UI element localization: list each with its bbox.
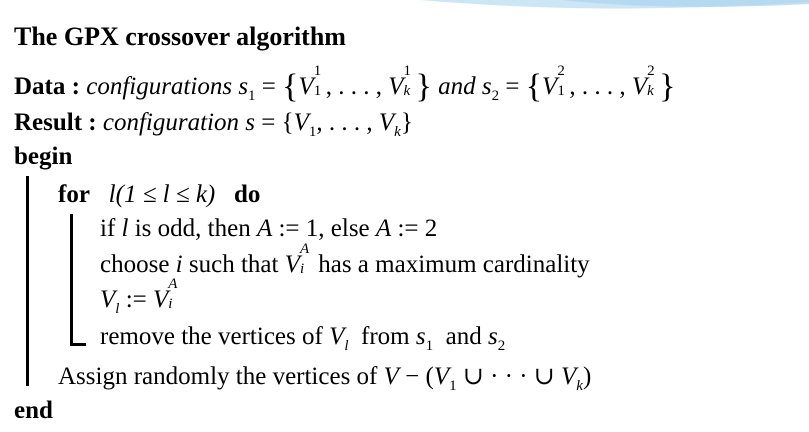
end-text: end (14, 397, 53, 424)
l-symbol: l (121, 215, 129, 242)
s2-symbol: s (481, 73, 492, 100)
begin-text: begin (14, 143, 73, 170)
v-symbol: V (329, 323, 345, 350)
for-condition: l(1 ≤ l ≤ k) (108, 181, 216, 208)
text: has a maximum cardinality (318, 251, 590, 278)
ellipsis: , . . . , (316, 109, 373, 136)
and-word: and (438, 73, 476, 100)
v-symbol: V (100, 286, 116, 313)
v-subsup (647, 63, 659, 99)
v-symbol: V (378, 109, 395, 136)
text: choose (100, 251, 170, 278)
s-symbol: s (245, 109, 255, 136)
sup: 1 (403, 63, 412, 79)
sup: A (168, 276, 178, 292)
sub: l (344, 338, 349, 354)
decorative-header-swoosh (0, 0, 809, 12)
body-line-1 (100, 214, 437, 244)
v-symbol: V (383, 363, 399, 390)
end-keyword (14, 396, 53, 426)
ellipsis: , . . . , (569, 73, 626, 100)
sub: k (647, 83, 654, 99)
right-brace: } (415, 68, 432, 105)
a-symbol: A (375, 215, 392, 242)
sub: 1 (449, 378, 457, 394)
for-line (58, 180, 260, 210)
title-text: The GPX crossover algorithm (14, 22, 346, 51)
outer-block-bar (26, 176, 29, 386)
text: from (361, 323, 410, 350)
left-brace: { (525, 68, 543, 105)
equals-sign: = (505, 73, 520, 100)
sub: 1 (425, 338, 434, 354)
sub: l (115, 301, 120, 317)
for-keyword: for (58, 181, 90, 208)
begin-keyword (14, 142, 72, 172)
v-subsup (313, 63, 326, 99)
sub: i (168, 296, 173, 312)
sub: k (576, 378, 583, 394)
body-line-3 (100, 276, 180, 317)
result-line (14, 108, 413, 138)
sub: 2 (497, 338, 506, 354)
assign-op: := (125, 286, 147, 313)
text: := 2 (397, 215, 438, 242)
left-brace: { (282, 68, 299, 105)
data-text: configurations (86, 73, 233, 100)
s1-symbol: s (238, 73, 249, 100)
sub: i (299, 261, 305, 277)
subscript: k (394, 124, 401, 140)
text: if (100, 215, 116, 242)
s-symbol: s (415, 323, 426, 350)
i-symbol: i (175, 251, 183, 278)
sub: 1 (557, 83, 565, 99)
minus-op: − (405, 363, 420, 390)
right-brace: } (400, 109, 413, 136)
do-keyword: do (234, 181, 261, 208)
sup: 2 (647, 63, 655, 79)
paren: ) (582, 363, 592, 390)
sub: k (403, 83, 411, 99)
inner-block-bar (70, 214, 73, 346)
s1-subscript: 1 (248, 88, 256, 104)
union-op: ∪ · · · ∪ (462, 363, 555, 390)
sup: 2 (557, 63, 565, 79)
result-label: Result : (14, 109, 97, 136)
paren: ( (425, 363, 434, 390)
v-symbol: V (153, 286, 169, 313)
v-subsup (557, 63, 569, 99)
v-symbol: V (631, 73, 648, 100)
sup: 1 (313, 63, 322, 79)
v-symbol: V (388, 73, 404, 100)
sup: A (299, 241, 310, 257)
v-subsup (299, 241, 312, 277)
v-symbol: V (433, 363, 450, 390)
text: and (445, 323, 482, 350)
result-text: configuration (102, 109, 239, 136)
text: remove the vertices of (100, 323, 323, 350)
text: Assign randomly the vertices of (58, 363, 378, 390)
subscript: 1 (308, 124, 317, 140)
data-line (14, 63, 676, 105)
body-line-4 (100, 322, 505, 352)
text: := 1, else (278, 215, 370, 242)
v-symbol: V (293, 109, 309, 136)
v-symbol: V (542, 73, 558, 100)
inner-block-foot (70, 343, 86, 346)
v-subsup (403, 63, 416, 99)
assign-line (58, 362, 591, 392)
v-symbol: V (298, 73, 314, 100)
sub: 1 (313, 83, 322, 99)
left-brace: { (281, 109, 294, 136)
s-symbol: s (487, 323, 498, 350)
text: such that (188, 251, 279, 278)
text: is odd, then (134, 215, 251, 242)
right-brace: } (659, 68, 676, 105)
s2-subscript: 2 (491, 88, 500, 104)
ellipsis: , . . . , (325, 73, 383, 100)
v-subsup (168, 276, 180, 312)
data-label: Data : (14, 73, 80, 100)
equals-sign: = (261, 73, 276, 100)
a-symbol: A (256, 215, 273, 242)
v-symbol: V (561, 363, 577, 390)
v-symbol: V (284, 251, 300, 278)
equals-sign: = (261, 109, 276, 136)
algorithm-title (14, 22, 346, 52)
